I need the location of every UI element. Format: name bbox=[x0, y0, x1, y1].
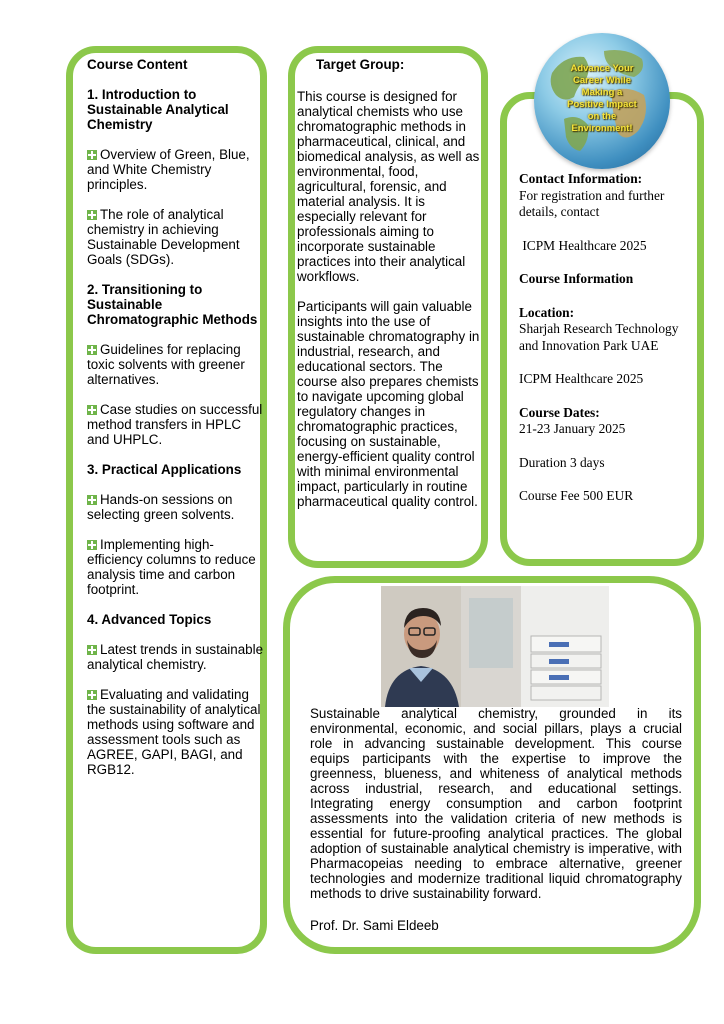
green-cross-box-icon bbox=[87, 405, 97, 415]
location-heading: Location: bbox=[519, 304, 575, 320]
green-cross-box-icon bbox=[87, 645, 97, 655]
dates-text: 21-23 January 2025 bbox=[519, 421, 626, 436]
fee-text: Course Fee 500 EUR bbox=[519, 488, 634, 503]
list-item: The role of analytical chemistry in achieving Sustainable Development Goals (SDGs). bbox=[87, 207, 240, 267]
location-text: Sharjah Research Technology and Innovation Park UAE bbox=[519, 321, 679, 353]
location-org: ICPM Healthcare 2025 bbox=[519, 371, 644, 386]
list-item: Overview of Green, Blue, and White Chemistry principles. bbox=[87, 147, 250, 192]
green-cross-box-icon bbox=[87, 495, 97, 505]
duration-text: Duration 3 days bbox=[519, 454, 605, 470]
globe-slogan: Advance Your Career While Making a Positive Impact on the Environment! bbox=[567, 63, 637, 134]
green-cross-box-icon bbox=[87, 150, 97, 160]
section-heading: 4. Advanced Topics bbox=[87, 612, 212, 627]
paragraph: This course is designed for analytical chemists who use chromatographic methods in pharmaceutical, clinical, and biomedical analysis, as well as environmental, food, agricultural, forensic, and material analysis. It is especially relevant for professionals aiming to incorporate sustainable practices into their analytical workflows. bbox=[297, 89, 480, 284]
instructor-name: Prof. Dr. Sami Eldeeb bbox=[310, 918, 439, 933]
organizer: ICPM Healthcare 2025 bbox=[519, 237, 647, 253]
green-cross-box-icon bbox=[87, 210, 97, 220]
list-item: Hands-on sessions on selecting green solvents. bbox=[87, 492, 235, 522]
paragraph: Participants will gain valuable insights into the use of sustainable chromatography in industrial, research, and educational sectors. The course also prepares chemists to navigate upcoming global regulatory changes in chromatographic practices, focusing on sustainable, energy-efficient quality control with minimal environmental impact, particularly in routine pharmaceutical quality control. bbox=[297, 299, 480, 509]
target-group-text bbox=[297, 89, 485, 509]
course-info-heading: Course Information bbox=[519, 271, 634, 286]
green-cross-box-icon bbox=[87, 690, 97, 700]
globe-image bbox=[534, 33, 670, 169]
contact-heading: Contact Information: bbox=[519, 171, 643, 186]
list-item: Implementing high-efficiency columns to reduce analysis time and carbon footprint. bbox=[87, 537, 256, 597]
green-cross-box-icon bbox=[87, 540, 97, 550]
green-cross-box-icon bbox=[87, 345, 97, 355]
section-heading: 2. Transitioning to Sustainable Chromatographic Methods bbox=[87, 282, 258, 327]
dates-heading: Course Dates: bbox=[519, 404, 600, 420]
list-item: Case studies on successful method transfers in HPLC and UHPLC. bbox=[87, 402, 263, 447]
instructor-statement: Sustainable analytical chemistry, grounded in its environmental, economic, and social pillars, plays a crucial role in advancing sustainable development. This course equips participants with the expertise to improve the greenness, blueness, and whiteness of analytical methods across industrial, research, and educational settings. Integrating energy consumption and carbon footprint assessments into the validation criteria of new methods is essential for future-proofing analytical practices. The global adoption of sustainable analytical chemistry is imperative, with Pharmacopeias needing to embrace alternative, greener technologies and modernize traditional liquid chromatography methods to drive sustainability forward. bbox=[310, 706, 682, 901]
course-content-title: Course Content bbox=[87, 57, 188, 72]
list-item: Evaluating and validating the sustainability of analytical methods using software and assessment tools such as AGREE, GAPI, BAGI, and RGB12. bbox=[87, 687, 261, 777]
section-heading: 3. Practical Applications bbox=[87, 462, 242, 477]
course-info bbox=[519, 171, 689, 505]
target-group-title: Target Group: bbox=[316, 57, 405, 72]
list-item: Guidelines for replacing toxic solvents with greener alternatives. bbox=[87, 342, 245, 387]
course-content bbox=[87, 57, 265, 777]
list-item: Latest trends in sustainable analytical chemistry. bbox=[87, 642, 264, 672]
section-heading: 1. Introduction to Sustainable Analytical Chemistry bbox=[87, 87, 229, 132]
instructor-photo bbox=[381, 586, 609, 707]
contact-text: For registration and further details, contact bbox=[519, 187, 665, 219]
